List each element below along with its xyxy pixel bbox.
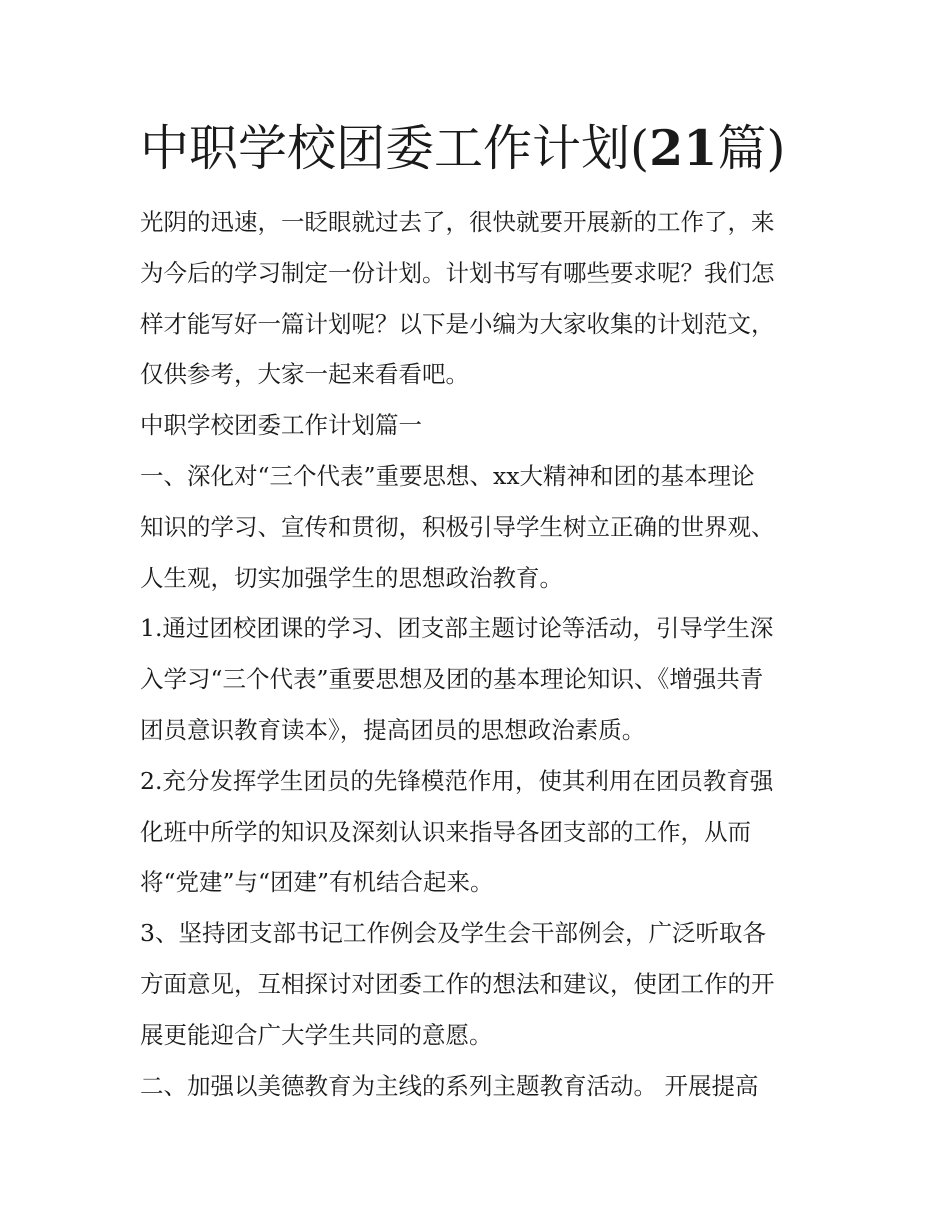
text-line: 2.充分发挥学生团员的先锋模范作用，使其利用在团员教育强 xyxy=(140,766,774,795)
text-line: 二、加强以美德教育为主线的系列主题教育活动。 开展提高 xyxy=(140,1071,759,1100)
text-line: 方面意见，互相探讨对团委工作的想法和建议，使团工作的开 xyxy=(140,969,775,998)
text-line: 样才能写好一篇计划呢？以下是小编为大家收集的计划范文， xyxy=(140,309,775,338)
text-line: 入学习“三个代表”重要思想及团的基本理论知识、《增强共青 xyxy=(140,665,764,694)
text-line: 3、坚持团支部书记工作例会及学生会干部例会，广泛听取各 xyxy=(140,919,766,948)
text-line: 光阴的迅速，一眨眼就过去了，很快就要开展新的工作了，来 xyxy=(140,208,775,236)
text-line: 将“党建”与“团建”有机结合起来。 xyxy=(140,868,494,897)
text-line: 展更能迎合广大学生共同的意愿。 xyxy=(140,1020,493,1049)
text-line: 一、深化对“三个代表”重要思想、xx大精神和团的基本理论 xyxy=(140,461,755,490)
title-number: 21 xyxy=(649,119,718,177)
text-line: 人生观，切实加强学生的思想政治教育。 xyxy=(140,563,563,592)
title-suffix: 篇) xyxy=(717,120,786,177)
section-heading: 中职学校团委工作计划篇一 xyxy=(140,411,422,440)
document-body xyxy=(140,197,820,1111)
document-title xyxy=(140,112,840,185)
text-line: 仅供参考，大家一起来看看吧。 xyxy=(140,360,469,389)
text-line: 为今后的学习制定一份计划。计划书写有哪些要求呢？我们怎 xyxy=(140,258,775,287)
text-line: 团员意识教育读本》，提高团员的思想政治素质。 xyxy=(140,715,646,744)
title-prefix: 中职学校团委工作计划( xyxy=(140,120,650,177)
text-line: 化班中所学的知识及深刻认识来指导各团支部的工作，从而 xyxy=(140,817,751,846)
text-line: 知识的学习、宣传和贯彻，积极引导学生树立正确的世界观、 xyxy=(140,512,775,541)
text-line: 1.通过团校团课的学习、团支部主题讨论等活动，引导学生深 xyxy=(140,614,774,643)
